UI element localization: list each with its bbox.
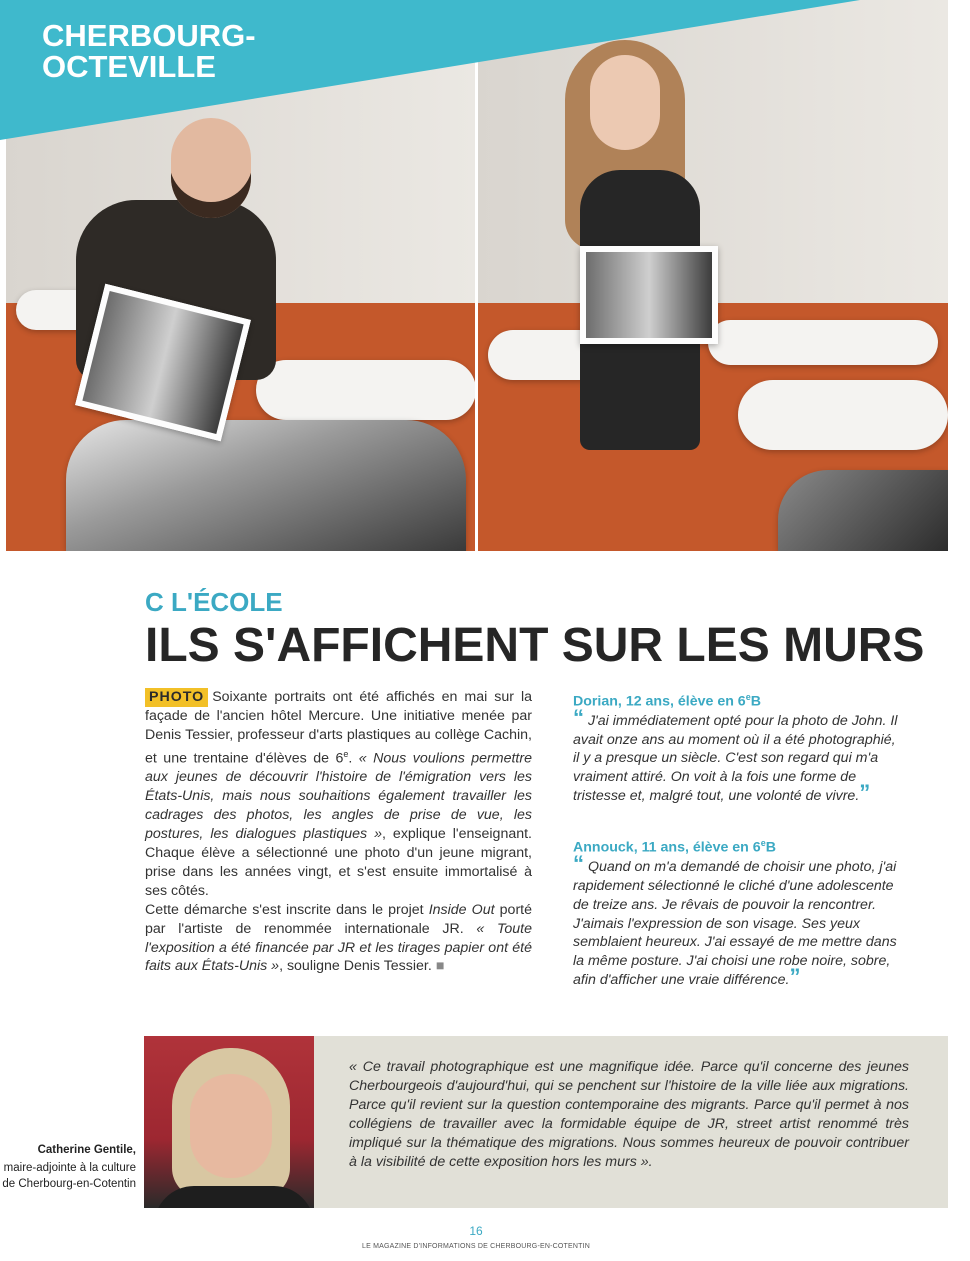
rolled-poster [738,380,948,450]
page-number: 16 [469,1224,483,1238]
open-quote-icon: “ [573,850,584,876]
section-title [42,20,256,82]
printed-portrait-poster [66,420,466,551]
portrait-catherine-gentile [144,1036,314,1208]
open-quote-icon: “ [573,704,584,730]
paragraph-2: Cette démarche s'est inscrite dans le projet Inside Out porté par l'artiste de renommée internationale JR. « Toute l'exposition a été financée par JR et les tirages papier ont été faits aux États-Unis », souligne Denis Tessier. ■ [145,901,533,975]
quote-author: Annouck, 11 ans, élève en 6eB [573,838,776,856]
sidebar-name: Catherine Gentile, [37,1144,136,1156]
sidebar-quote: « Ce travail photographique est une magnifique idée. Parce qu'il concerne des jeunes Cherbourgeois d'aujourd'hui, qui se penchent sur l'histoire de la ville liée aux migrations. Parce qu'il revient sur la question contemporaine des migrants. Parce qu'il permet à nos collégiens de travailler avec la formidable équipe de JR, street artist renommé très impliqué sur la thématique des migrations. Nous sommes heureux de pouvoir contribuer à la visibilité de cette exposition hors les murs ». [349,1059,909,1170]
quote-block-dorian [573,688,905,806]
rolled-poster [708,320,938,365]
held-photo-girl [580,246,718,344]
student-quotes [573,688,905,990]
end-mark: ■ [435,958,445,975]
magazine-footer: LE MAGAZINE D'INFORMATIONS DE CHERBOURG-EN-COTENTIN [361,1243,591,1250]
close-quote-icon: ” [859,780,871,806]
city-line-2: OCTEVILLE [42,49,216,84]
photo-tag: PHOTO [145,688,208,707]
sidebar-role: maire-adjointe à la culture de Cherbourg-en-Cotentin [2,1162,136,1190]
quote-block-annouck [573,834,905,990]
close-quote-icon: ” [789,964,801,990]
quote-text: “ Quand on m'a demandé de choisir une photo, j'ai rapidement sélectionné le cliché d'une adolescente de treize ans. Je rêvais de pouvoir la rencontrer. J'aimais l'expression de son visage. Ses yeux semblaient heureux. J'ai essayé de me mettre dans la même posture. J'ai choisi une robe noire, sobre, afin d'afficher une vraie différence.” [573,850,897,990]
article-body [145,688,532,976]
paragraph-1: PHOTO Soixante portraits ont été affichés en mai sur la façade de l'ancien hôtel Mercure. Une initiative menée par Denis Tessier, professeur d'arts plastiques au collège Cachin, et une trentaine d'élèves de 6e. « Nous voulions permettre aux jeunes de découvrir l'histoire de l'émigration vers les États-Unis, mais nous souhaitions également travailler les cadrages des photos, les angles de prise de vue, les postures, les dialogues plastiques », explique l'enseignant. Chaque élève a sélectionné une photo d'un jeune migrant, prise dans les années vingt, et s'est ensuite immortalisé à ses côtés. [145,689,533,899]
girl-head [590,55,660,150]
rolled-poster [256,360,475,420]
printed-portrait-poster [778,470,948,551]
quote-author: Dorian, 12 ans, élève en 6eB [573,692,761,710]
boy-head [171,118,251,218]
article-headline: ILS S'AFFICHENT SUR LES MURS [145,619,925,672]
city-line-1: CHERBOURG- [42,18,256,53]
article-kicker: C L'ÉCOLE [145,587,283,617]
quote-text: “ J'ai immédiatement opté pour la photo de John. Il avait onze ans au moment où il a été photographié, il y a presque un siècle. C'est son regard qui m'a vraiment attiré. On voit à la fois une forme de tristesse et, malgré tout, une volonté de vivre.” [573,704,898,806]
